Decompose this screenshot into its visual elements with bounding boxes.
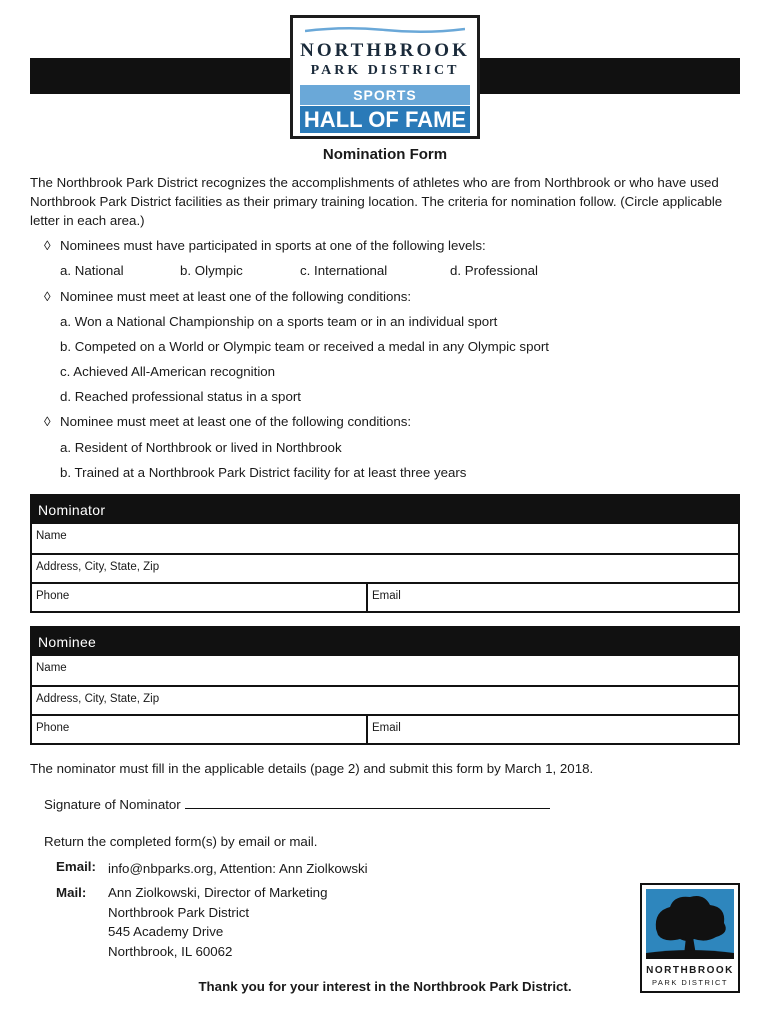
diamond-icon: ◊: [44, 414, 51, 429]
submission-note: The nominator must fill in the applicable details (page 2) and submit this form by March 1, 2018.: [30, 761, 594, 776]
logo-northbrook: NORTHBROOK: [300, 40, 470, 61]
nominee-address-field[interactable]: [32, 685, 738, 714]
option-national: a. National: [60, 263, 124, 278]
diamond-icon: ◊: [44, 238, 51, 253]
mail-label: Mail:: [56, 885, 87, 900]
nominator-section: [30, 494, 740, 613]
nominator-name-field[interactable]: [32, 524, 738, 553]
footer-logo-northbrook: NORTHBROOK: [646, 965, 734, 976]
mail-line: 545 Academy Drive: [108, 924, 224, 939]
diamond-icon: ◊: [44, 289, 51, 304]
residency-item: b. Trained at a Northbrook Park District facility for at least three years: [60, 465, 467, 480]
field-label: Address, City, State, Zip: [36, 693, 160, 705]
condition-item: a. Won a National Championship on a sports team or in an individual sport: [60, 314, 498, 329]
footer-logo-park-district: PARK DISTRICT: [651, 978, 729, 987]
nominee-phone-field[interactable]: Phone: [32, 716, 368, 743]
option-professional: d. Professional: [450, 263, 538, 278]
nominee-email-field[interactable]: Email: [372, 722, 401, 734]
nominee-heading: Nominee: [32, 628, 738, 656]
residency-item: a. Resident of Northbrook or lived in Northbrook: [60, 440, 342, 455]
nominee-section: [30, 626, 740, 745]
option-olympic: b. Olympic: [180, 263, 243, 278]
option-international: c. International: [300, 263, 388, 278]
logo-hall-of-fame: HALL OF FAME: [300, 106, 470, 133]
condition-item: b. Competed on a World or Olympic team or received a medal in any Olympic sport: [60, 339, 549, 354]
mail-address: [108, 883, 327, 961]
nominator-heading: Nominator: [32, 496, 738, 524]
nominee-contact-row: [32, 714, 738, 743]
criteria-1-heading: ◊ Nominees must have participated in sports at one of the following levels:: [44, 238, 486, 253]
return-instructions: Return the completed form(s) by email or mail.: [44, 834, 318, 849]
field-label: Name: [36, 530, 67, 542]
nominator-address-field[interactable]: [32, 553, 738, 582]
nominator-contact-row: [32, 582, 738, 611]
park-district-logo: [640, 883, 740, 993]
nominator-email-field[interactable]: Email: [372, 590, 401, 602]
criteria-2-heading: ◊ Nominee must meet at least one of the following conditions:: [44, 289, 412, 304]
signature-line[interactable]: [185, 797, 550, 809]
condition-item: c. Achieved All-American recognition: [60, 364, 276, 379]
wave-icon: [305, 26, 465, 34]
field-label: Name: [36, 662, 67, 674]
logo-sports: SPORTS: [300, 85, 470, 105]
mail-line: Northbrook, IL 60062: [108, 943, 233, 959]
nominee-name-field[interactable]: [32, 656, 738, 685]
thank-you-message: Thank you for your interest in the Northbrook Park District.: [198, 979, 572, 994]
email-value[interactable]: info@nbparks.org, Attention: Ann Ziolkowski: [108, 861, 368, 876]
criteria-3-heading: ◊ Nominee must meet at least one of the following conditions:: [44, 414, 412, 429]
hall-of-fame-logo: [290, 15, 480, 139]
tree-icon: [646, 889, 734, 959]
intro-paragraph: The Northbrook Park District recognizes the accomplishments of athletes who are from Northbrook or who have used Northbrook Park District facilities as their primary training location. The criteria for nomination follow. (Circle applicable letter in each area.): [30, 175, 723, 228]
condition-item: d. Reached professional status in a sport: [60, 389, 301, 404]
signature-label: Signature of Nominator: [44, 797, 181, 812]
mail-line: Northbrook Park District: [108, 904, 250, 920]
page-title: Nomination Form: [322, 146, 448, 163]
mail-line: Ann Ziolkowski, Director of Marketing: [108, 885, 328, 900]
signature-row: [44, 797, 550, 812]
field-label: Address, City, State, Zip: [36, 561, 160, 573]
logo-park-district: PARK DISTRICT: [310, 63, 460, 78]
email-label: Email:: [56, 859, 96, 874]
nominator-phone-field[interactable]: Phone: [32, 584, 368, 611]
